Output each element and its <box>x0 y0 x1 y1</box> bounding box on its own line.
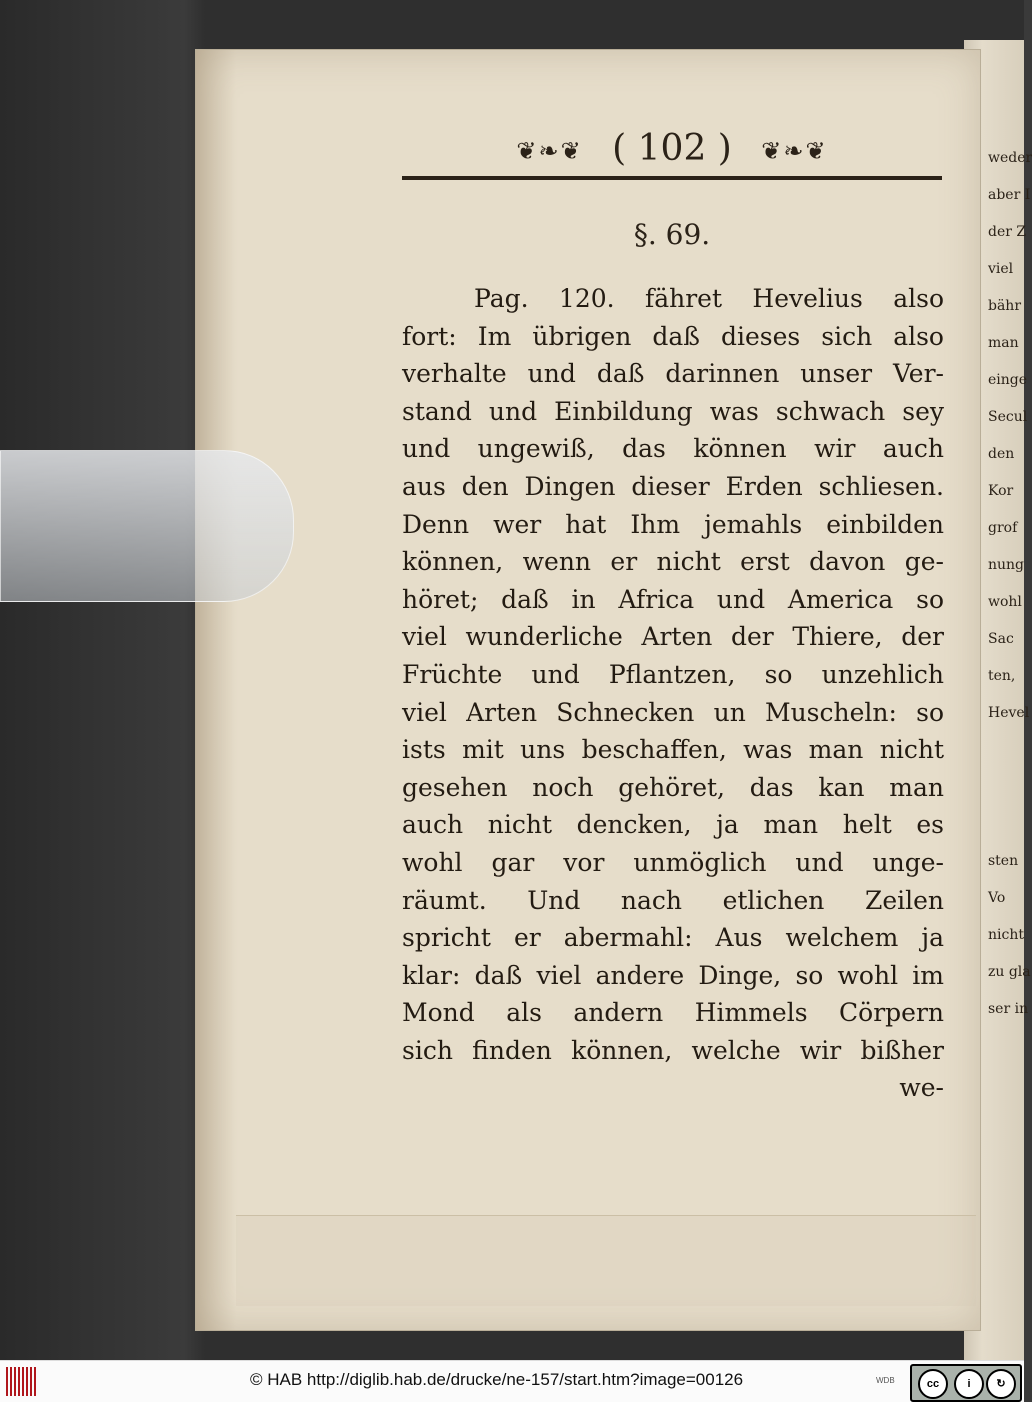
text-line: verhalte und daß darinnen unser Ver- <box>402 359 944 389</box>
text-line: auch nicht dencken, ja man helt es <box>402 810 944 840</box>
fragment: der Z <box>988 224 1027 240</box>
header-rule <box>402 176 942 180</box>
text-line: spricht er abermahl: Aus welchem ja <box>402 923 944 953</box>
wdb-mark: WDB <box>876 1376 895 1385</box>
fragment: man <box>988 335 1019 351</box>
cc-license-badge[interactable] <box>910 1364 1022 1402</box>
text-line: sich finden können, welche wir bißher <box>402 1035 944 1065</box>
fragment: Vo <box>988 890 1006 906</box>
text-line: aus den Dingen dieser Erden schliesen. <box>402 471 944 501</box>
fragment: sten <box>988 853 1019 869</box>
library-logo-icon <box>6 1367 36 1396</box>
fragment: den <box>988 446 1015 462</box>
footer-bar <box>0 1360 1024 1402</box>
text-line: Pag. 120. fähret Hevelius also <box>474 284 944 313</box>
sa-icon: ↻ <box>986 1369 1016 1399</box>
fragment <box>988 769 1024 806</box>
fragment: einge <box>988 372 1028 388</box>
fragment: wohl <box>988 594 1022 610</box>
text-line: viel Arten Schnecken un Muscheln: so <box>402 697 944 727</box>
text-line: Denn wer hat Ihm jemahls einbilden <box>402 509 944 539</box>
cc-icon: cc <box>918 1369 948 1399</box>
fragment: nicht <box>988 927 1024 943</box>
fragment: aber I <box>988 187 1031 203</box>
text-line: stand und Einbildung was schwach sey <box>402 396 944 426</box>
page-lower-margin <box>236 1215 976 1306</box>
text-line: Mond als andern Himmels Cörpern <box>402 998 944 1028</box>
fragment: Secul <box>988 409 1028 425</box>
fragment: viel <box>988 261 1014 277</box>
fragment: grof <box>988 520 1018 536</box>
copyright-link[interactable]: © HAB http://diglib.hab.de/drucke/ne-157/start.htm?image=00126 <box>250 1370 744 1389</box>
ornament-right-icon: ❦❧❦ <box>761 137 828 165</box>
page-number: ( 102 ) <box>612 128 732 169</box>
text-line: klar: daß viel andere Dinge, so wohl im <box>402 960 944 990</box>
fragment <box>988 732 1024 769</box>
by-label: BY <box>960 1387 972 1396</box>
page-gutter-shadow <box>196 50 236 1330</box>
fragment: Kor <box>988 483 1014 499</box>
fragment <box>988 806 1024 843</box>
fragment: Hevel <box>988 705 1030 721</box>
fragment: zu gla <box>988 964 1031 980</box>
text-line: gesehen noch gehöret, das kan man <box>402 772 944 802</box>
fragment: Sac <box>988 631 1014 647</box>
sa-label: SA <box>992 1387 1004 1396</box>
glass-page-clip <box>0 450 294 602</box>
fragment: ten, <box>988 668 1016 684</box>
text-line: wohl gar vor unmöglich und unge- <box>402 847 944 877</box>
text-line: höret; daß in Africa und America so <box>402 584 944 614</box>
fragment: nung <box>988 557 1025 573</box>
fragment: weder <box>988 150 1032 166</box>
text-line: können, wenn er nicht erst davon ge- <box>402 547 944 577</box>
text-line: räumt. Und nach etlichen Zeilen <box>402 885 944 915</box>
text-line: fort: Im übrigen daß dieses sich also <box>402 321 944 351</box>
text-line: Früchte und Pflantzen, so unzehlich <box>402 659 944 689</box>
catchword: we- <box>899 1073 944 1103</box>
facing-page-text <box>988 140 1032 1340</box>
section-heading: §. 69. <box>633 218 711 251</box>
text-line: viel wunderliche Arten der Thiere, der <box>402 622 944 652</box>
body-text <box>402 280 944 1107</box>
text-line: und ungewiß, das können wir auch <box>402 434 944 464</box>
running-header <box>402 128 942 178</box>
ornament-left-icon: ❦❧❦ <box>516 137 583 165</box>
text-line: ists mit uns beschaffen, was man nicht <box>402 735 944 765</box>
fragment: ser in <box>988 1001 1029 1017</box>
by-icon: i <box>954 1369 984 1399</box>
fragment: bähr <box>988 298 1022 314</box>
